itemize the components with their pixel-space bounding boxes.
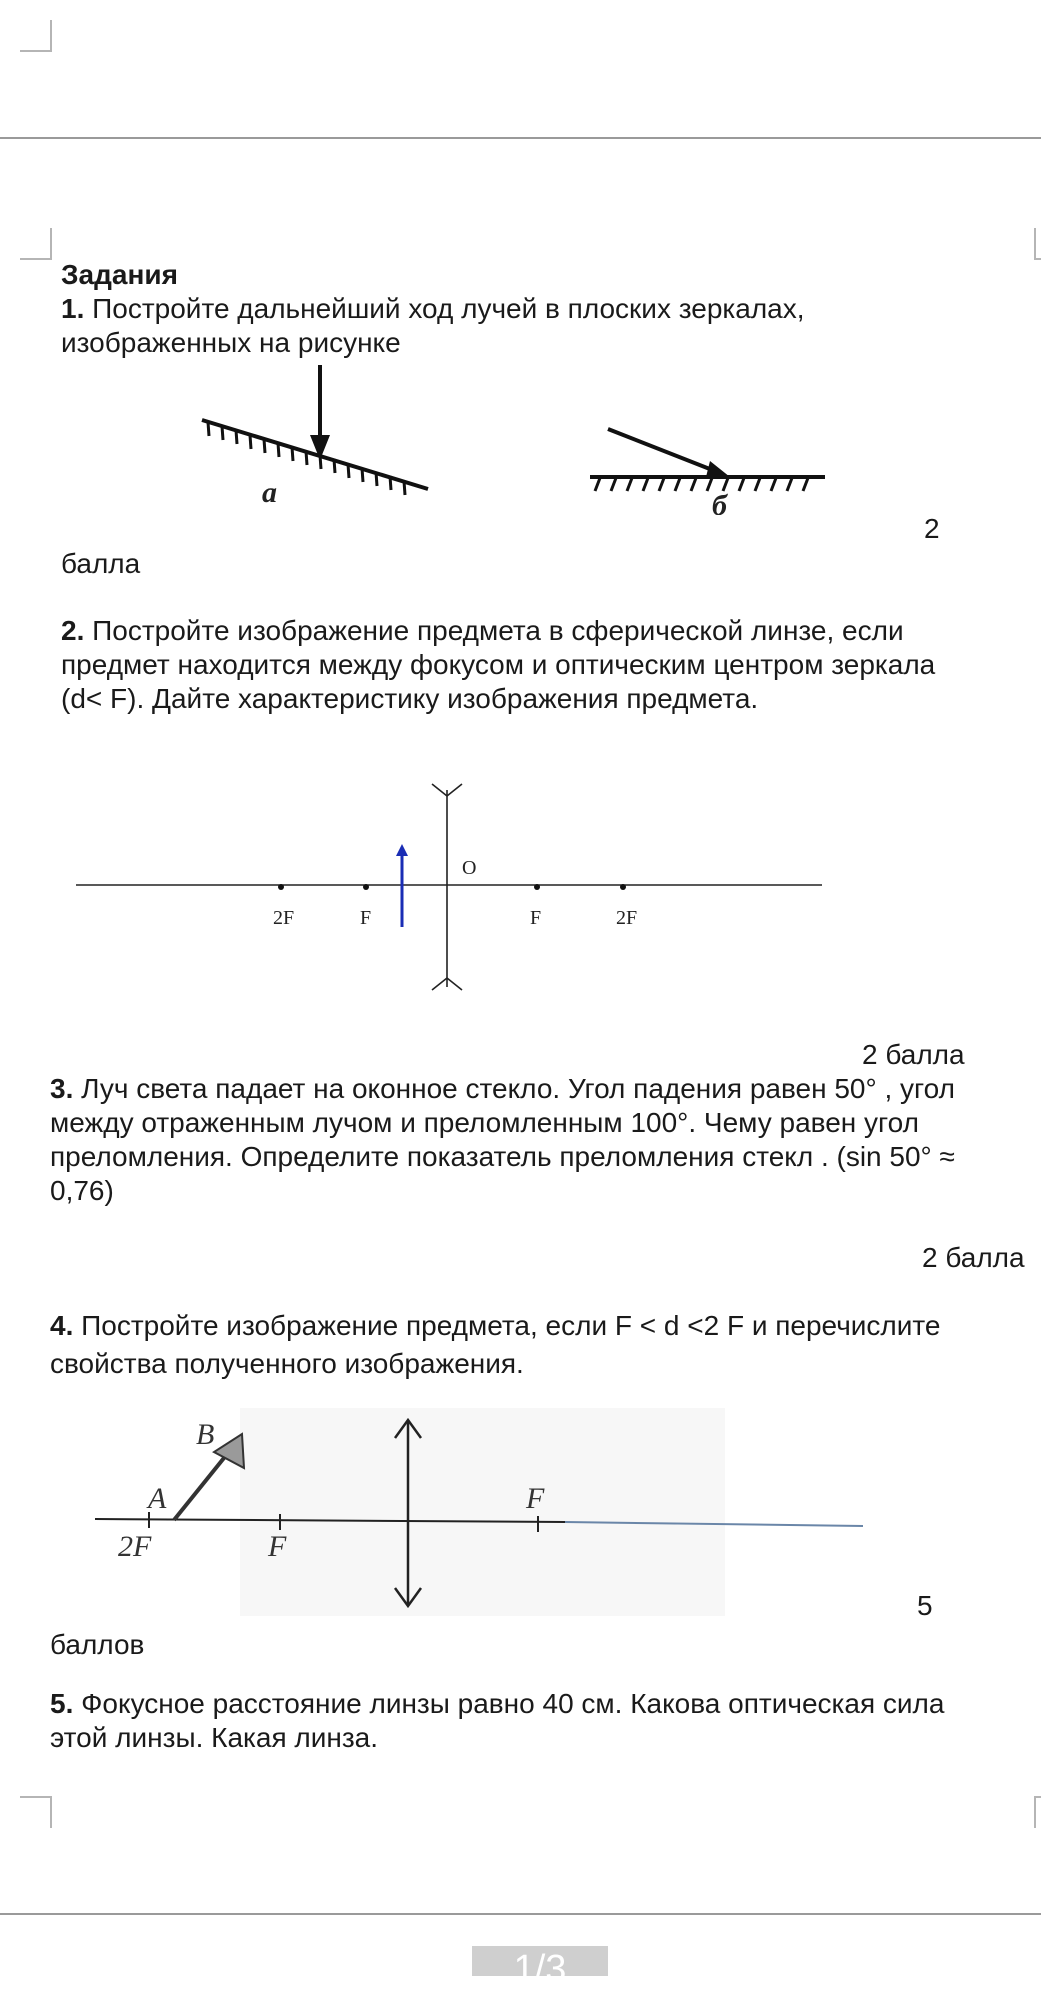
label-left-2f: 2F	[118, 1530, 152, 1563]
task-3-number: 3.	[50, 1073, 74, 1104]
task-3-line3: преломления. Определите показатель преломления стекл . (sin 50° ≈	[50, 1141, 955, 1172]
page-break-line	[0, 137, 1041, 139]
task-5-text	[50, 1687, 944, 1721]
label-right-f: F	[526, 1482, 545, 1515]
task-3-points: 2 балла	[922, 1242, 1025, 1273]
task-5-line2: этой линзы. Какая линза.	[50, 1722, 379, 1753]
task-2-line1: Постройте изображение предмета в сферической линзе, если	[84, 615, 904, 646]
section-heading: Задания	[61, 259, 178, 290]
page-total: 3	[545, 1948, 567, 1990]
diverging-lens	[432, 784, 462, 990]
label-left-f: F	[360, 907, 372, 929]
task-4-number: 4.	[50, 1310, 74, 1341]
task-3-line2: между отраженным лучом и преломленным 100°. Чему равен угол	[50, 1107, 919, 1138]
label-right-f: F	[530, 907, 542, 929]
page-end-line	[0, 1913, 1041, 1915]
page-separator: /	[534, 1948, 546, 1990]
task-4-lens-figure	[90, 1408, 870, 1618]
corner-mark-page-bottom-right	[1034, 1796, 1041, 1828]
task-1-line2: изображенных на рисунке	[61, 327, 401, 358]
task-4-points-number: 5	[917, 1590, 933, 1621]
task-1-points-word: балла	[61, 548, 141, 579]
mirror-a-label: а	[262, 476, 277, 509]
task-4-points-word: баллов	[50, 1629, 145, 1660]
corner-mark-page-top-right	[1034, 228, 1041, 260]
corner-mark-top-left	[20, 20, 52, 52]
page-indicator[interactable]	[472, 1946, 608, 1990]
task-2-text	[61, 614, 904, 648]
label-a: A	[148, 1482, 167, 1515]
figure-background	[240, 1408, 725, 1616]
label-left-f: F	[268, 1530, 287, 1563]
page-current: 1	[513, 1948, 535, 1990]
task-2-lens-figure	[70, 782, 830, 997]
task-4-line1: Постройте изображение предмета, если F < d <2 F и перечислите	[73, 1310, 941, 1341]
task-2-line3: (d< F). Дайте характеристику изображения предмета.	[61, 683, 759, 714]
task-1-text	[61, 292, 805, 326]
task-2-number: 2.	[61, 615, 85, 646]
task-1-points-number: 2	[924, 513, 940, 544]
task-2-points: 2 балла	[862, 1039, 965, 1070]
task-4-line2: свойства полученного изображения.	[50, 1348, 524, 1379]
task-3-line4: 0,76)	[50, 1175, 114, 1206]
label-left-2f: 2F	[273, 907, 295, 929]
task-2-line2: предмет находится между фокусом и оптическим центром зеркала	[61, 649, 936, 680]
task-4-text	[50, 1309, 940, 1343]
task-3-line1: Луч света падает на оконное стекло. Угол падения равен 50° , угол	[73, 1073, 955, 1104]
corner-mark-page-bottom-left	[20, 1796, 52, 1828]
mirror-b-label: б	[712, 489, 727, 515]
label-center-o: O	[462, 857, 477, 879]
task-1-mirrors-figure	[190, 365, 840, 515]
mirror-a	[202, 365, 428, 495]
task-1-line1: Постройте дальнейший ход лучей в плоских зеркалах,	[84, 293, 805, 324]
label-right-2f: 2F	[616, 907, 638, 929]
corner-mark-page-top-left	[20, 228, 52, 260]
task-5-number: 5.	[50, 1688, 74, 1719]
task-1-number: 1.	[61, 293, 85, 324]
task-5-line1: Фокусное расстояние линзы равно 40 см. Какова оптическая сила	[73, 1688, 945, 1719]
mirror-b	[590, 429, 825, 491]
label-b: B	[196, 1418, 215, 1451]
task-3-text	[50, 1072, 955, 1106]
